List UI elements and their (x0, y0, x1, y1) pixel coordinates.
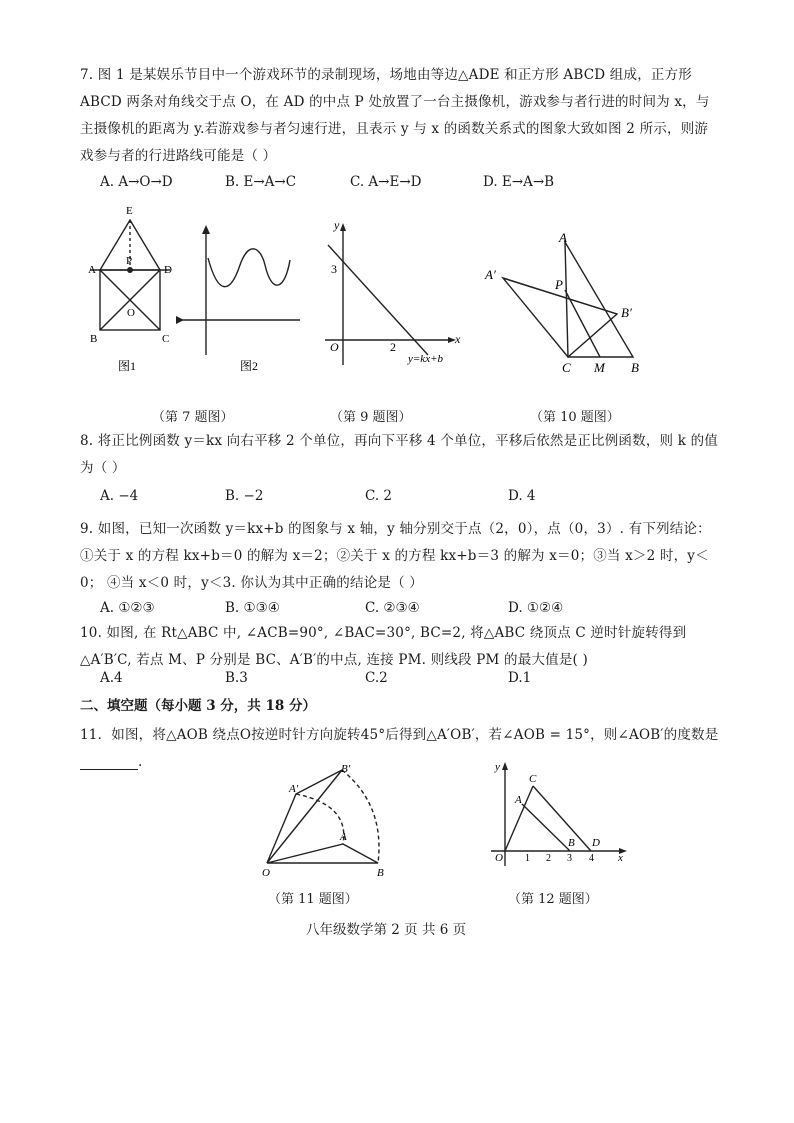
q9-option-c[interactable]: C. ②③④ (365, 600, 420, 616)
fig10-label-p: P (555, 277, 563, 292)
fig12-label-d: D (592, 837, 600, 849)
q10-option-c[interactable]: C.2 (365, 670, 388, 686)
fig12-label-y: y (495, 761, 500, 773)
q8-option-c[interactable]: C. 2 (365, 488, 393, 504)
label-o: O (127, 307, 135, 319)
fig10-label-b: B (631, 360, 639, 375)
q7-option-c[interactable]: C. A→E→D (350, 174, 422, 190)
figure-10 (475, 222, 675, 382)
fig10-label-c: C (562, 360, 571, 375)
fig12-tick-4: 4 (589, 853, 594, 864)
fig12-caption: （第 12 题图） (508, 892, 598, 907)
fig9-line-label: y=kx+b (408, 353, 443, 365)
page-footer: 八年级数学第 2 页 共 6 页 (306, 922, 467, 938)
segment-cd (533, 786, 591, 851)
fig11-label-b: B (377, 867, 384, 879)
fig10-label-m: M (594, 360, 605, 375)
question-8-options (100, 488, 700, 512)
fig12-tick-3: 3 (567, 853, 572, 864)
q10-option-a[interactable]: A.4 (100, 670, 123, 686)
fig9-label-3: 3 (331, 262, 337, 276)
fig7-geometry (90, 220, 300, 355)
fig12-label-x: x (618, 852, 623, 864)
fig11-label-a-prime: A′ (289, 783, 299, 795)
q8-option-d[interactable]: D. 4 (508, 488, 536, 504)
question-11-end: . (138, 754, 143, 770)
fig11-label-b-prime: B′ (341, 763, 351, 775)
q7-option-b[interactable]: B. E→A→C (225, 174, 297, 190)
question-10-text: 10. 如图, 在 Rt△ABC 中, ∠ACB=90°, ∠BAC=30°, BC=2, 将△ABC 绕顶点 C 逆时针旋转得到△A′B′C, 若点 M、P 分别是 BC、A′B′的中点, 连接 PM. 则线段 PM 的最大值是( ) (80, 625, 687, 668)
answer-blank-11[interactable] (80, 755, 138, 770)
label-d: D (164, 264, 172, 276)
fig11-label-a: A (340, 831, 347, 843)
fig10-caption: （第 10 题图） (530, 410, 620, 425)
fig9-caption: （第 9 题图） (330, 410, 412, 425)
fig9-label-origin: O (330, 340, 339, 354)
fig11-caption: （第 11 题图） (268, 892, 358, 907)
q7-option-a[interactable]: A. A→O→D (100, 174, 173, 190)
triangle-a-prime-ob-prime (267, 770, 342, 863)
label-a: A (88, 264, 96, 276)
q9-option-a[interactable]: A. ①②③ (100, 600, 155, 616)
fig1-caption: 图1 (118, 359, 137, 373)
figure-12 (488, 760, 633, 870)
q10-option-d[interactable]: D.1 (508, 670, 532, 686)
fig12-tick-1: 1 (525, 853, 530, 864)
figure-7 (80, 200, 320, 380)
fig7-caption: （第 7 题图） (152, 410, 234, 425)
label-b: B (90, 333, 98, 345)
arc-b-to-b-prime (342, 770, 379, 863)
fig12-label-b: B (568, 837, 575, 849)
fig2-caption: 图2 (240, 359, 259, 373)
question-11-stem: 11．如图，将△AOB 绕点O按逆时针方向旋转45°后得到△A′OB′，若∠AOB = 15°，则∠AOB′的度数是 (80, 727, 719, 743)
fig2-x-arrow (176, 316, 184, 324)
fig9-y-arrow (340, 223, 346, 231)
label-c: C (162, 333, 170, 345)
q9-option-d[interactable]: D. ①②④ (508, 600, 564, 616)
question-10-options (100, 670, 700, 694)
question-7-options (100, 174, 700, 198)
fig10-label-a: A (559, 230, 567, 245)
fig10-label-b-prime: B′ (621, 305, 632, 320)
fig9-label-y: y (334, 218, 340, 232)
fig12-tick-2: 2 (546, 853, 551, 864)
fig12-label-a: A (515, 794, 522, 806)
fig12-label-o: O (495, 852, 503, 864)
fig11-label-o: O (262, 867, 270, 879)
fig9-label-x: x (455, 332, 461, 346)
segment-pm (565, 290, 600, 357)
q8-option-b[interactable]: B. −2 (225, 488, 264, 504)
fig10-label-a-prime: A′ (485, 267, 496, 282)
point-p (127, 267, 133, 273)
fig2-y-arrow (202, 225, 210, 234)
fig9-label-2: 2 (390, 340, 396, 354)
triangle-aob (267, 844, 378, 863)
question-7-text: 7. 图 1 是某娱乐节目中一个游戏环节的录制现场，场地由等边△ADE 和正方形 ABCD 组成，正方形 ABCD 两条对角线交于点 O，在 AD 的中点 P 处放置了一台主摄像机，游戏参与者行进的时间为 x，与主摄像机的距离为 y.若游戏参与者匀速行进，且表示 y 与 x 的函数关系式的图象大致如图 2 所示，则游戏参与者的行进路线可能是（ ） (80, 67, 710, 164)
section-2-title: 二、填空题（每小题 3 分，共 18 分） (80, 698, 316, 714)
figure-9 (320, 215, 470, 375)
q10-option-b[interactable]: B.3 (225, 670, 248, 686)
fig12-y-arrow (502, 762, 508, 770)
label-e: E (126, 205, 133, 217)
segment-ab (522, 804, 570, 851)
triangle-abc (565, 242, 633, 357)
q8-option-a[interactable]: A. −4 (100, 488, 139, 504)
question-9-text: 9. 如图，已知一次函数 y＝kx+b 的图象与 x 轴，y 轴分别交于点（2，0），点（0，3）. 有下列结论：①关于 x 的方程 kx+b＝0 的解为 x＝2；②关于 x 的方程 kx+b＝3 的解为 x＝0；③当 x＞2 时，y＜0； ④当 x＜0 时，y＜3. 你认为其中正确的结论是（ ） (80, 521, 711, 591)
figure-11 (255, 760, 400, 880)
q9-option-b[interactable]: B. ①③④ (225, 600, 280, 616)
fig2-curve (208, 249, 290, 287)
question-8-text: 8. 将正比例函数 y＝kx 向右平移 2 个单位，再向下平移 4 个单位，平移后依然是正比例函数，则 k 的值为（ ） (80, 433, 718, 476)
label-p: P (126, 255, 133, 267)
fig12-label-c: C (529, 773, 537, 785)
q7-option-d[interactable]: D. E→A→B (483, 174, 555, 190)
